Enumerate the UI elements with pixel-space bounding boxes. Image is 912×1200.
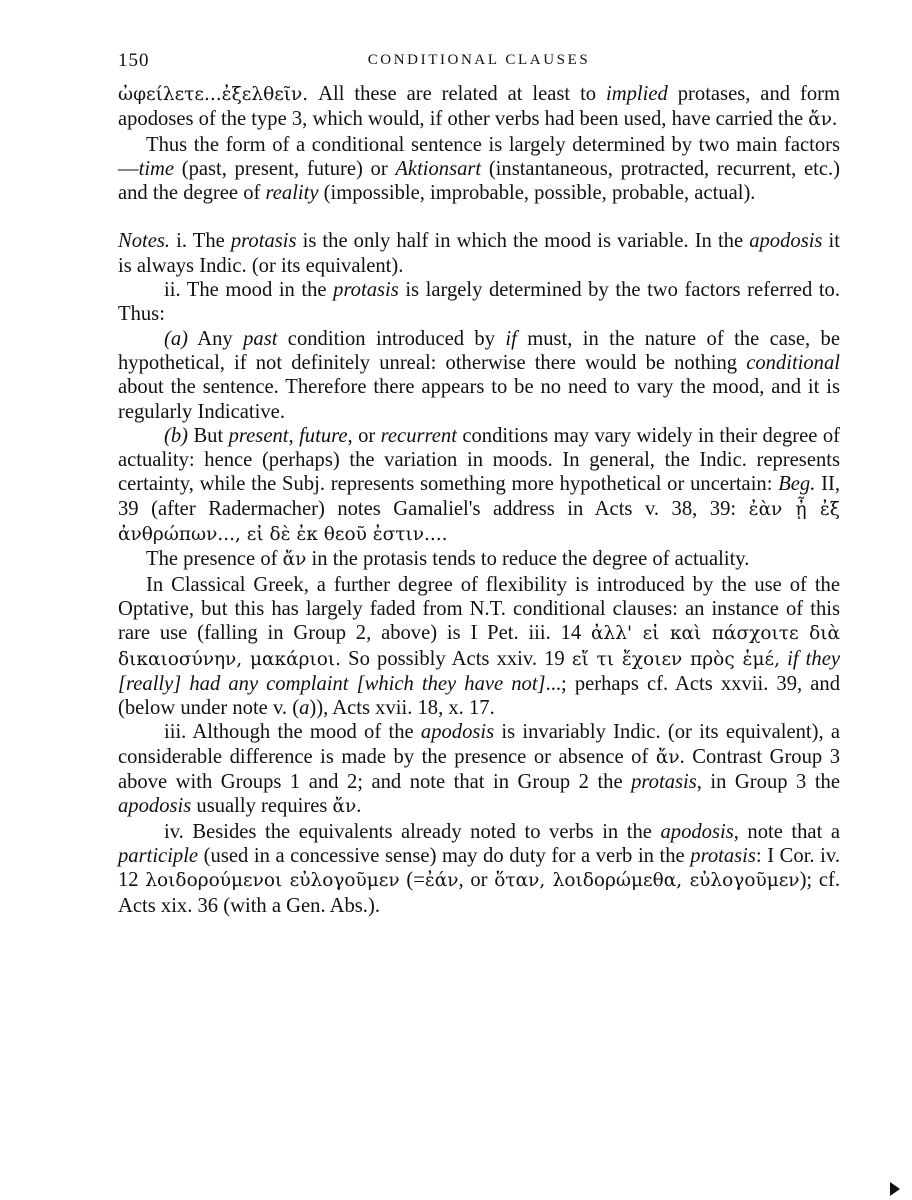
emphasis: present	[228, 424, 289, 447]
text-span: ,	[288, 424, 300, 447]
paragraph	[118, 424, 840, 547]
page-header	[118, 50, 840, 76]
emphasis: Notes.	[118, 230, 171, 253]
emphasis: recurrent	[380, 424, 457, 447]
emphasis: apodosis	[660, 820, 734, 843]
text-span: condition introduced by	[277, 327, 506, 350]
text-span: about the sentence. Therefore there appears to be no need to vary the mood, and it is regularly Indicative.	[118, 376, 840, 423]
text-span: is invariably Indic. (or its equivalent), a considerable difference is made by the presence or absence of	[118, 721, 840, 768]
emphasis: past	[243, 327, 278, 350]
paragraph	[118, 547, 840, 572]
text-span: ); cf. Acts xix. 36 (with a Gen. Abs.).	[118, 869, 840, 917]
paragraph	[118, 573, 840, 721]
emphasis: (a)	[164, 327, 189, 350]
greek-text: ὅταν, λοιδορώμεθα, εὐλογοῦμεν	[494, 870, 800, 892]
text-span: usually requires	[191, 795, 333, 818]
text-span: it is always Indic. (or its equivalent).	[118, 230, 840, 277]
emphasis: (b)	[164, 424, 189, 447]
text-span: But	[188, 424, 229, 447]
greek-text: ἄν	[332, 796, 357, 818]
text-span: in the protasis tends to reduce the degree of actuality.	[306, 548, 750, 571]
text-span: Any	[188, 327, 244, 350]
text-span: i. The	[170, 230, 231, 253]
emphasis: reality	[265, 182, 319, 205]
emphasis: apodosis	[420, 721, 495, 744]
greek-text: ἄν	[655, 746, 680, 768]
page-body	[118, 82, 840, 918]
greek-text: ἄν	[282, 549, 307, 571]
text-span: ...; perhaps cf. Acts xxvii. 39, and (below under note v. (	[118, 672, 840, 720]
paragraph	[118, 229, 840, 278]
emphasis: Beg.	[778, 473, 816, 496]
text-span: (=	[399, 869, 425, 892]
text-span: . Contrast Group 3 above with Groups 1 and 2; and note that in Group 2 the	[118, 745, 840, 794]
paragraph	[118, 327, 840, 424]
greek-text: ἐὰν ᾖ ἐξ ἀνθρώπων..., εἰ δὲ ἐκ θεοῦ ἐστιν....	[118, 498, 840, 546]
text-span: protases, and form apodoses of the type 3, which would, if other verbs had been used, have carried the	[118, 83, 840, 131]
emphasis: time	[138, 157, 175, 180]
text-span: Thus the form of a conditional sentence is largely determined by two main factors—	[118, 133, 840, 180]
emphasis: protasis	[631, 771, 697, 794]
paragraph	[118, 133, 840, 206]
paragraph	[118, 820, 840, 918]
greek-text: ἐάν	[424, 870, 459, 892]
emphasis: apodosis	[749, 230, 823, 253]
page-number: 150	[118, 50, 150, 71]
emphasis: implied	[606, 83, 668, 105]
paragraph	[118, 720, 840, 819]
text-span: , or	[347, 424, 381, 447]
emphasis: protasis	[690, 844, 756, 867]
text-span: iii. Although the mood of the	[164, 721, 421, 744]
text-span: is the only half in which the mood is variable. In the	[296, 230, 750, 253]
text-span: (impossible, improbable, possible, probable, actual).	[318, 182, 756, 205]
text-span: ii. The mood in the	[164, 279, 334, 302]
emphasis: conditional	[746, 351, 840, 374]
text-span: : I Cor. iv. 12	[118, 844, 840, 892]
emphasis: future	[299, 424, 348, 447]
emphasis: apodosis	[118, 795, 192, 818]
emphasis: if	[505, 327, 517, 350]
running-head: CONDITIONAL CLAUSES	[367, 52, 591, 68]
emphasis: a	[299, 697, 310, 720]
text-span: , note that a	[733, 820, 840, 843]
emphasis: participle	[118, 844, 199, 867]
text-span: .	[356, 795, 362, 818]
text-span: , or	[458, 869, 495, 892]
greek-text: ἄν	[808, 109, 832, 131]
text-span: In Classical Greek, a further degree of flexibility is introduced by the use of the Optative, but this has largely faded from N.T. conditional clauses: an instance of this rare use (falling in Group 2, above) is I Pet. iii. 14	[118, 573, 840, 645]
emphasis: protasis	[230, 230, 297, 253]
greek-text: ὠφείλετε...ἐξελθεῖν.	[118, 84, 309, 105]
greek-text: λοιδορούμενοι εὐλογοῦμεν	[145, 870, 400, 892]
greek-text: εἴ τι ἔχοιεν πρὸς ἐμέ,	[571, 648, 780, 670]
emphasis: protasis	[333, 279, 399, 302]
text-span: )), Acts xvii. 18, x. 17.	[309, 697, 495, 720]
text-span: must, in the nature of the case, be hypothetical, if not definitely unreal: otherwise there would be nothing	[118, 327, 840, 374]
emphasis: Aktionsart	[395, 157, 482, 180]
text-span: II, 39 (after Radermacher) notes Gamaliel's address in Acts v. 38, 39:	[118, 473, 841, 520]
paragraph	[118, 82, 840, 133]
text-span: (past, present, future) or	[174, 157, 396, 180]
text-span: So possibly Acts xxiv. 19	[341, 647, 572, 670]
text-span: .	[832, 108, 838, 131]
greek-text: ἀλλ' εἰ καὶ πάσχοιτε διὰ δικαιοσύνην, μακάριοι.	[118, 623, 840, 670]
text-span: is largely determined by the two factors referred to. Thus:	[118, 279, 840, 326]
text-span: (instantaneous, protracted, recurrent, etc.) and the degree of	[118, 157, 840, 205]
text-span: The presence of	[146, 548, 283, 571]
emphasis: if they [really] had any complaint [which they have not]	[118, 647, 840, 695]
text-span: , in Group 3 the	[696, 771, 840, 794]
margin-arrow-mark	[890, 1182, 900, 1196]
text-span: iv. Besides the equivalents already noted to verbs in the	[164, 820, 661, 843]
text-span: (used in a concessive sense) may do duty for a verb in the	[198, 844, 691, 867]
text-span: conditions may vary widely in their degree of actuality: hence (perhaps) the variation in moods. In general, the Indic. represents certainty, while the Subj. represents something more hypothetical or uncertain:	[118, 424, 841, 496]
text-span: All these are related at least to	[308, 83, 607, 105]
paragraph	[118, 278, 840, 327]
